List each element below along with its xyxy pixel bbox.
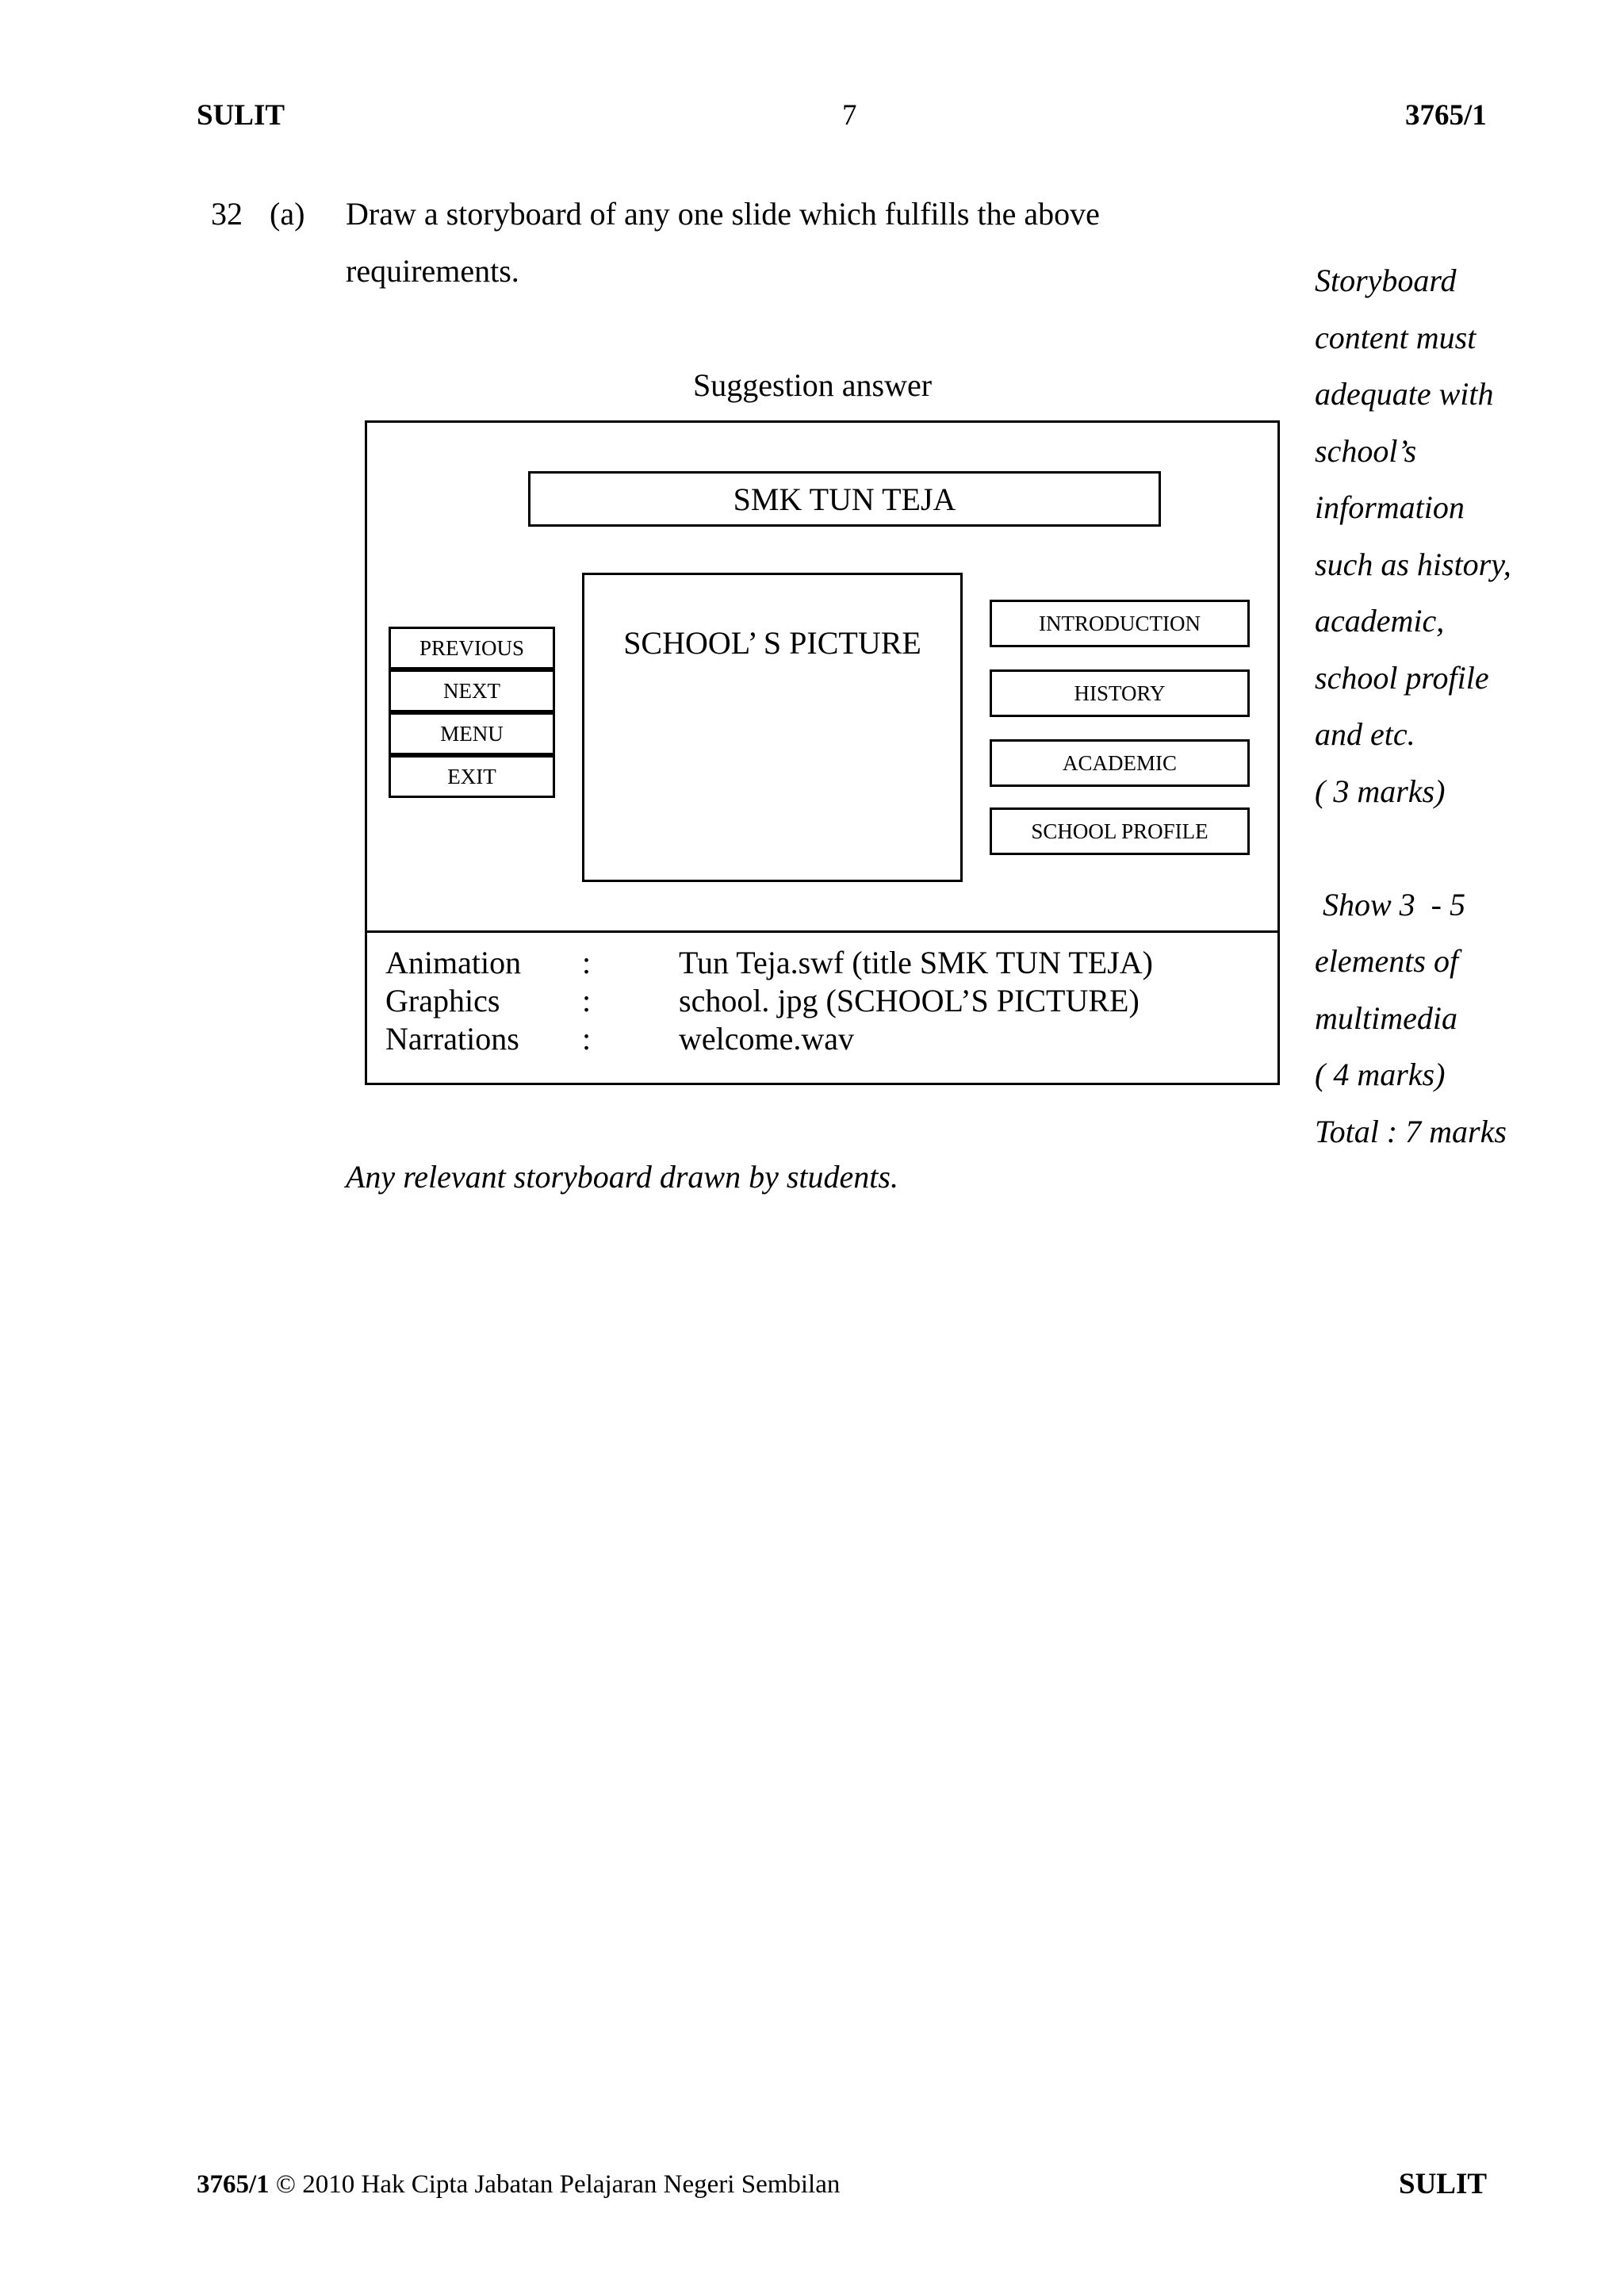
- note-line: such as history,: [1315, 546, 1511, 582]
- note-line: content must: [1315, 319, 1477, 355]
- element-colon: :: [582, 983, 592, 1018]
- question-text-line-1: Draw a storyboard of any one slide which fulfills the above: [346, 196, 1100, 232]
- school-picture-label: SCHOOL’ S PICTURE: [623, 625, 921, 661]
- header-sulit-left: SULIT: [197, 99, 285, 132]
- element-colon: :: [582, 945, 592, 980]
- exit-button-label: EXIT: [447, 764, 496, 788]
- previous-button-label: PREVIOUS: [419, 635, 525, 660]
- school-profile-button-label: SCHOOL PROFILE: [1031, 819, 1208, 843]
- marking-notes: [1315, 252, 1511, 1160]
- note-line: Total : 7 marks: [1315, 1113, 1507, 1149]
- element-file: Tun Teja.swf (title SMK TUN TEJA): [679, 945, 1153, 980]
- note-line: ( 3 marks): [1315, 773, 1446, 809]
- any-relevant-note: Any relevant storyboard drawn by students.: [346, 1159, 898, 1195]
- footer-copyright: [197, 2170, 840, 2200]
- history-button: [990, 669, 1250, 717]
- exit-button: [389, 755, 555, 798]
- slide-title: SMK TUN TEJA: [733, 481, 956, 517]
- next-button: [389, 669, 555, 712]
- element-file: school. jpg (SCHOOL’S PICTURE): [679, 983, 1139, 1018]
- page-number: 7: [842, 99, 857, 132]
- note-line: ( 4 marks): [1315, 1057, 1446, 1092]
- introduction-button-label: INTRODUCTION: [1039, 611, 1201, 635]
- header-paper-code: 3765/1: [1405, 99, 1487, 132]
- academic-button: [990, 739, 1250, 787]
- note-line: Storyboard: [1315, 263, 1457, 298]
- question-number: 32: [211, 196, 243, 232]
- academic-button-label: ACADEMIC: [1062, 750, 1177, 775]
- history-button-label: HISTORY: [1074, 681, 1166, 705]
- school-picture-box: [582, 573, 963, 882]
- next-button-label: NEXT: [443, 678, 500, 703]
- note-line: [1315, 819, 1511, 876]
- question-text-line-2: requirements.: [346, 253, 519, 289]
- menu-button-label: MENU: [440, 721, 504, 746]
- note-line: school’s: [1315, 432, 1417, 469]
- question-part: (a): [270, 196, 305, 232]
- note-line: information: [1315, 489, 1465, 525]
- footer-copyright-text: © 2010 Hak Cipta Jabatan Pelajaran Negeri Sembilan: [269, 2170, 841, 2199]
- element-colon: :: [582, 1021, 592, 1057]
- previous-button: [389, 627, 555, 669]
- school-profile-button: [990, 807, 1250, 855]
- note-line: Show 3 - 5: [1315, 886, 1465, 923]
- note-line: and etc.: [1315, 716, 1415, 752]
- note-line: school profile: [1315, 659, 1489, 696]
- footer-code: 3765/1: [197, 2170, 270, 2199]
- footer-sulit: SULIT: [1399, 2168, 1488, 2200]
- element-name: Narrations: [385, 1021, 519, 1057]
- note-line: elements of: [1315, 943, 1459, 979]
- element-file: welcome.wav: [679, 1021, 855, 1057]
- note-line: academic,: [1315, 603, 1445, 639]
- storyboard-divider: [365, 930, 1280, 933]
- note-line: multimedia: [1315, 999, 1457, 1036]
- slide-title-box: [528, 471, 1161, 527]
- element-name: Animation: [385, 945, 522, 980]
- menu-button: [389, 712, 555, 755]
- suggestion-answer-label: Suggestion answer: [693, 367, 933, 403]
- note-line: adequate with: [1315, 376, 1494, 412]
- element-name: Graphics: [385, 983, 500, 1018]
- introduction-button: [990, 600, 1250, 647]
